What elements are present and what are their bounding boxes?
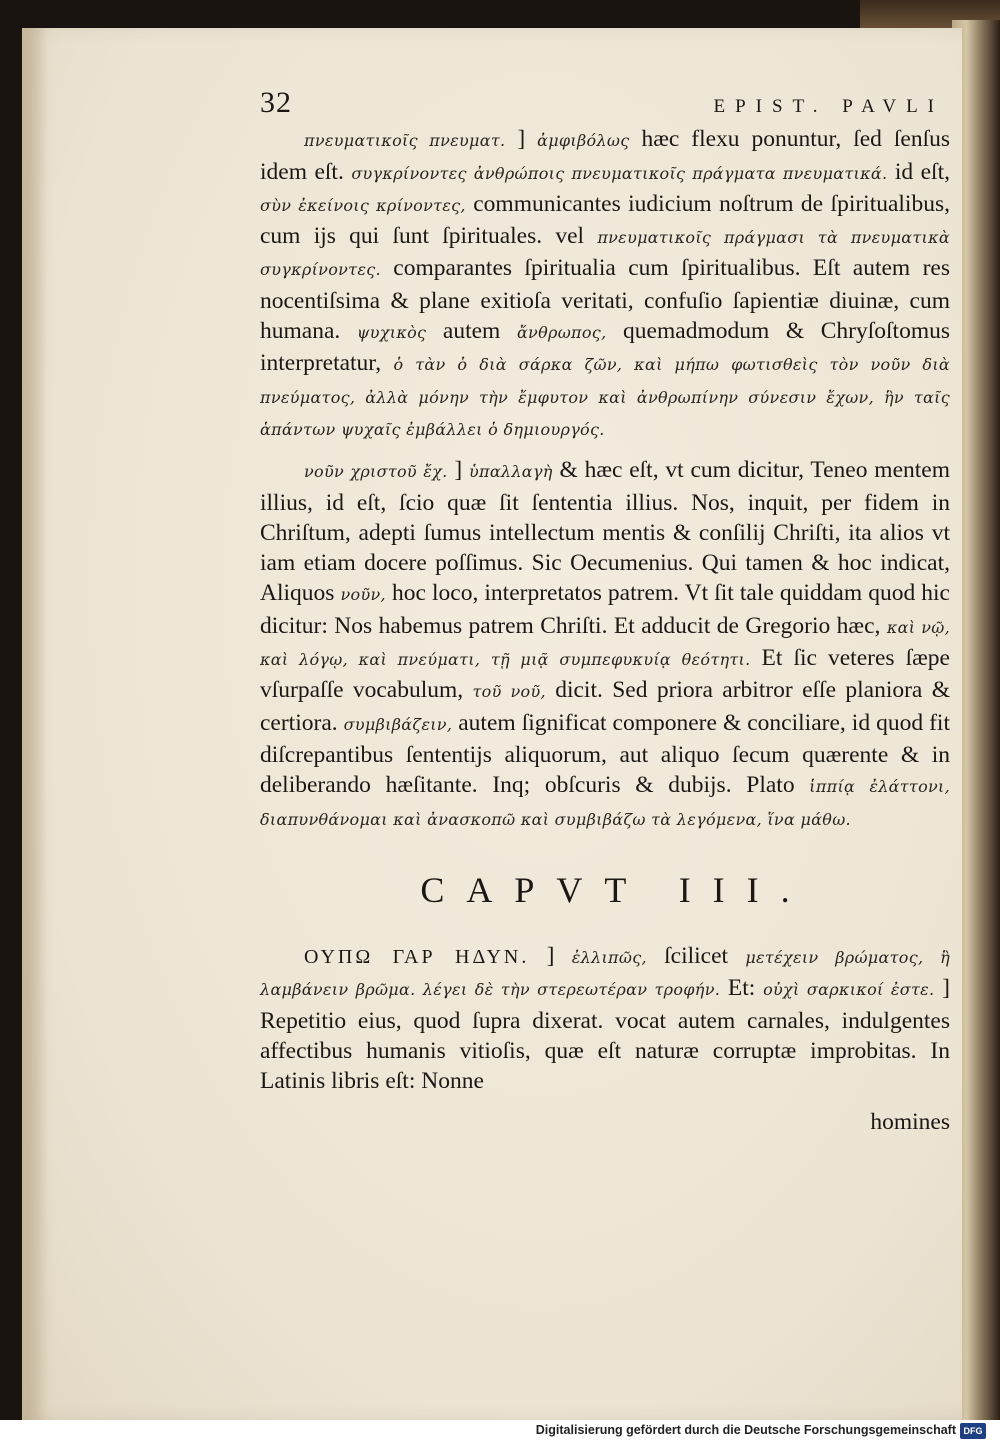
greek-text: νοῦν χριστοῦ ἔχ. [304,462,448,482]
greek-text: μετέχειν βρώματος, ἢ λαμβάνειν βρῶμα. λέγει δὲ τὴν στερεωτέραν τροφήν. [260,948,950,1000]
paragraph-2 [260,455,950,835]
greek-text: νοῦν, [340,585,386,605]
latin-text: comparantes ſpiritualia cum ſpiritualibus. Eſt autem res nocentiſsima & plane exitioſa veritati, confuſio ſapientiæ diuinæ, cum humana. [260,255,950,345]
greek-text: ἀμφιβόλως [537,131,630,151]
lemma-caps: ΟΥΠΩ ΓΑΡ ΗΔΥΝ. [304,946,530,969]
page-gutter [22,28,48,1420]
latin-text: autem ſignificat componere & conciliare, id quod fit diſcrepantibus ſententijs aliquorum, aut aliquo ſecum quærente & in deliberando hæſitante. Inq; obſcuris & dubijs. Plato [260,709,950,799]
latin-text: quemadmodum & Chryſoſtomus interpretatur, [260,318,950,377]
book-page [22,28,962,1420]
greek-text: ἐλλιπῶς, [571,948,647,968]
latin-text: ſcilicet [646,943,746,970]
digitization-footer [0,1420,1000,1443]
latin-text: dicit. Sed priora arbitror eſſe planiora & certiora. [260,677,950,736]
latin-text: ] [505,126,538,153]
greek-text: ὑπαλλαγὴ [468,462,553,482]
latin-text: hæc flexu ponuntur, ſed ſenſus idem eſt. [260,126,951,185]
greek-text: πνευματικοῖς πράγμασι τὰ πνευματικὰ συγκρίνοντες. [260,228,951,280]
latin-text: & hæc eſt, vt cum dicitur, Teneo mentem illius, id eſt, ſcio quæ ſit ſententia illius. Nos, inquit, per fidem in Chriſtum, adepti ſumus intellectum mentis & conſilij Chriſti, ita alios vt iam etiam docere poſſimus. Sic Oecumenius. Qui tamen & hoc indicat, Aliquos [260,457,950,607]
latin-text: id eſt, [887,158,950,185]
running-header [260,88,950,122]
greek-text: πνευματικοῖς πνευματ. [304,131,506,151]
latin-text: ] Repetitio eius, quod ſupra dixerat. vocat autem carnales, indulgentes affectibus humanis vitioſis, quæ eſt naturæ corruptæ improbitas. In Latinis libris eſt: Nonne [260,975,951,1095]
greek-text: τοῦ νοῦ, [472,682,546,702]
latin-text: Et ſic veteres ſæpe vſurpaſſe vocabulum, [260,645,950,704]
page-number: 32 [260,86,292,119]
latin-text: ] [529,943,572,970]
latin-text: communicantes iudicium noſtrum de ſpiritualibus, cum ijs qui ſunt ſpirituales. vel [260,190,950,250]
latin-text: Et: [720,975,764,1002]
greek-text: καὶ νῷ, καὶ λόγῳ, καὶ πνεύματι, τῇ μιᾷ συμπεφυκυίᾳ θεότητι. [260,617,950,670]
paragraph-3 [260,941,950,1096]
greek-text: ἄνθρωπος, [516,323,607,343]
text-block [260,88,950,1137]
footer-credit: Digitalisierung gefördert durch die Deutsche Forschungsgemeinschaft [535,1423,956,1437]
greek-text: συμβιβάζειν, [343,714,453,734]
latin-text: hoc loco, interpretatos patrem. Vt ſit tale quiddam quod hic dicitur: Nos habemus patrem Chriſti. Et adducit de Gregorio hæc, [260,580,950,639]
chapter-heading: CAPVT III. [420,869,812,910]
latin-text: ] [447,457,469,484]
greek-text: ὁ τὰν ὁ διὰ σάρκα ζῶν, καὶ μήπω φωτισθεὶς τὸν νοῦν διὰ πνεύματος, ἀλλὰ μόνην τὴν ἔμφυτον καὶ ἀνθρωπίνην σύνεσιν ἔχων, ἣν ταῖς ἁπάντων ψυχαῖς ἐμβάλλει ὁ δημιουργός. [260,355,950,439]
greek-text: συγκρίνοντες ἀνθρώποις πνευματικοῖς πράγματα πνευματικά. [351,163,888,183]
dfg-logo: DFG [960,1423,986,1439]
running-title: EPIST. PAVLI [713,96,944,117]
greek-text: ἱππίᾳ ἐλάττονι, διαπυνθάνομαι καὶ ἀνασκοπῶ καὶ συμβιβάζω τὰ λεγόμενα, ἵνα μάθω. [260,777,951,829]
paragraph-1 [260,124,950,445]
catchword: homines [870,1108,950,1135]
greek-text: οὐχὶ σαρκικοί ἐστε. [763,980,935,1000]
latin-text: autem [426,318,517,345]
greek-text: ψυχικὸς [356,323,427,343]
greek-text: σὺν ἐκείνοις κρίνοντες, [260,195,466,215]
